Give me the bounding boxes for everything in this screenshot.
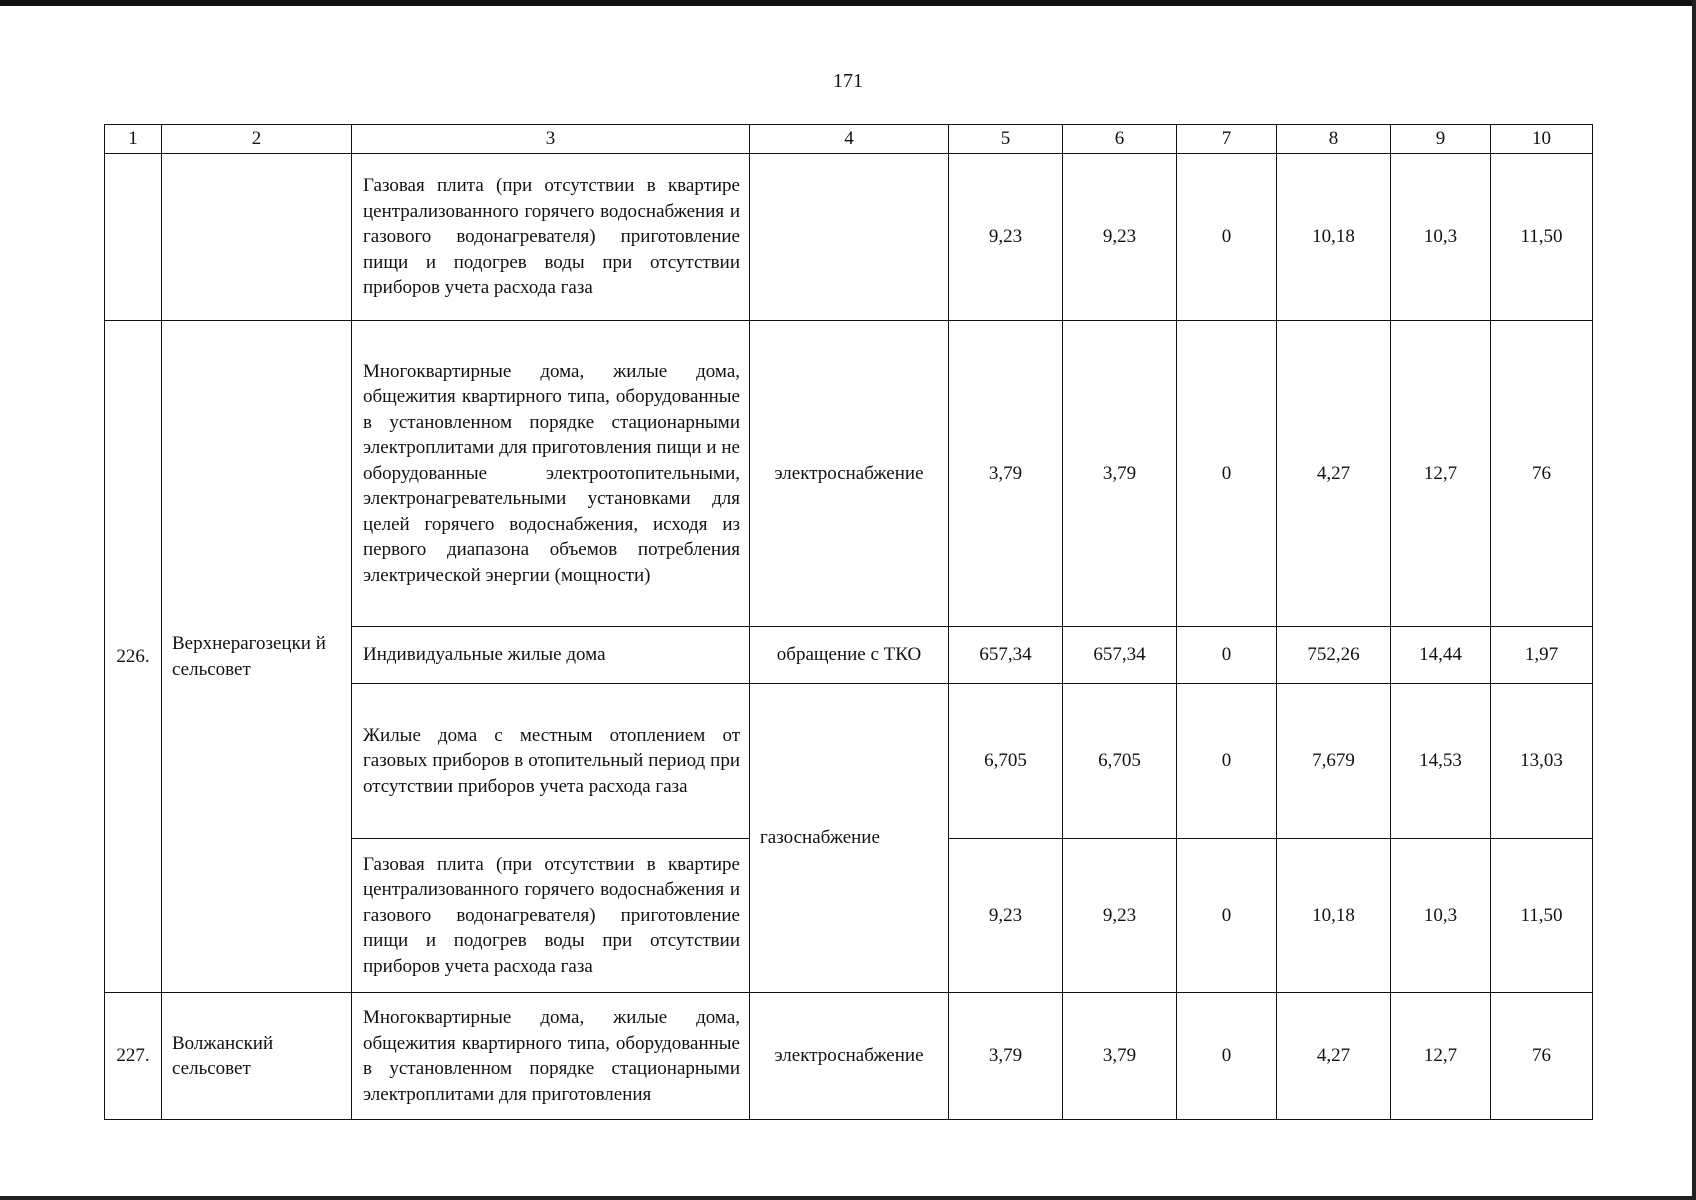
entity-name-cell: Волжанский сельсовет <box>162 993 352 1120</box>
value-cell: 752,26 <box>1277 627 1391 684</box>
service-cell: газоснабжение <box>750 684 949 993</box>
column-header: 7 <box>1177 125 1277 154</box>
table-row <box>105 154 1593 321</box>
value-cell: 1,97 <box>1491 627 1593 684</box>
row-number-cell: 226. <box>105 321 162 993</box>
value-cell: 11,50 <box>1491 839 1593 993</box>
value-cell: 9,23 <box>1063 154 1177 321</box>
column-header: 6 <box>1063 125 1177 154</box>
value-cell: 10,3 <box>1391 154 1491 321</box>
table-row <box>105 993 1593 1120</box>
value-cell: 10,18 <box>1277 839 1391 993</box>
scan-border-bottom <box>0 1196 1696 1200</box>
value-cell: 3,79 <box>1063 993 1177 1120</box>
service-cell: электроснабжение <box>750 321 949 627</box>
column-header: 1 <box>105 125 162 154</box>
value-cell: 10,18 <box>1277 154 1391 321</box>
value-cell: 657,34 <box>949 627 1063 684</box>
value-cell: 0 <box>1177 627 1277 684</box>
value-cell: 4,27 <box>1277 321 1391 627</box>
value-cell: 0 <box>1177 684 1277 839</box>
value-cell: 657,34 <box>1063 627 1177 684</box>
value-cell: 3,79 <box>949 321 1063 627</box>
entity-name-cell: Верхнерагозецки й сельсовет <box>162 321 352 993</box>
column-header: 2 <box>162 125 352 154</box>
service-cell: обращение с ТКО <box>750 627 949 684</box>
header-row <box>105 125 1593 154</box>
description-cell: Газовая плита (при отсутствии в квартире централизованного горячего водоснабжения и газового водонагревателя) приготовление пищи и подогрев воды при отсутствии приборов учета расхода газа <box>352 839 750 993</box>
value-cell: 0 <box>1177 839 1277 993</box>
value-cell: 12,7 <box>1391 321 1491 627</box>
value-cell: 14,53 <box>1391 684 1491 839</box>
value-cell: 3,79 <box>949 993 1063 1120</box>
row-number-cell: 227. <box>105 993 162 1120</box>
value-cell: 12,7 <box>1391 993 1491 1120</box>
value-cell: 4,27 <box>1277 993 1391 1120</box>
value-cell: 9,23 <box>949 154 1063 321</box>
value-cell: 14,44 <box>1391 627 1491 684</box>
value-cell: 0 <box>1177 321 1277 627</box>
value-cell: 3,79 <box>1063 321 1177 627</box>
value-cell: 11,50 <box>1491 154 1593 321</box>
description-cell: Жилые дома с местным отоплением от газовых приборов в отопительный период при отсутствии приборов учета расхода газа <box>352 684 750 839</box>
column-header: 4 <box>750 125 949 154</box>
scan-border-top <box>0 0 1696 6</box>
value-cell: 76 <box>1491 993 1593 1120</box>
scan-border-right <box>1692 0 1696 1200</box>
table-row <box>105 321 1593 627</box>
description-cell: Многоквартирные дома, жилые дома, общежития квартирного типа, оборудованные в установленном порядке стационарными электроплитами для приготовления пищи и не оборудованные электроотопительными, электронагревательными установками для целей горячего водоснабжения, исходя из первого диапазона объемов потребления электрической энергии (мощности) <box>352 321 750 627</box>
column-header: 3 <box>352 125 750 154</box>
page-number: 171 <box>833 70 863 92</box>
value-cell: 0 <box>1177 993 1277 1120</box>
value-cell: 6,705 <box>1063 684 1177 839</box>
value-cell: 7,679 <box>1277 684 1391 839</box>
column-header: 9 <box>1391 125 1491 154</box>
description-cell: Газовая плита (при отсутствии в квартире централизованного горячего водоснабжения и газового водонагревателя) приготовление пищи и подогрев воды при отсутствии приборов учета расхода газа <box>352 154 750 321</box>
value-cell: 0 <box>1177 154 1277 321</box>
value-cell: 9,23 <box>1063 839 1177 993</box>
description-cell: Многоквартирные дома, жилые дома, общежития квартирного типа, оборудованные в установленном порядке стационарными электроплитами для приготовления <box>352 993 750 1120</box>
row-number-cell <box>105 154 162 321</box>
service-cell: электроснабжение <box>750 993 949 1120</box>
value-cell: 13,03 <box>1491 684 1593 839</box>
value-cell: 76 <box>1491 321 1593 627</box>
column-header: 5 <box>949 125 1063 154</box>
description-cell: Индивидуальные жилые дома <box>352 627 750 684</box>
service-cell <box>750 154 949 321</box>
entity-name-cell <box>162 154 352 321</box>
value-cell: 9,23 <box>949 839 1063 993</box>
value-cell: 6,705 <box>949 684 1063 839</box>
value-cell: 10,3 <box>1391 839 1491 993</box>
column-header: 10 <box>1491 125 1593 154</box>
column-header: 8 <box>1277 125 1391 154</box>
tariff-table <box>104 124 1593 1120</box>
